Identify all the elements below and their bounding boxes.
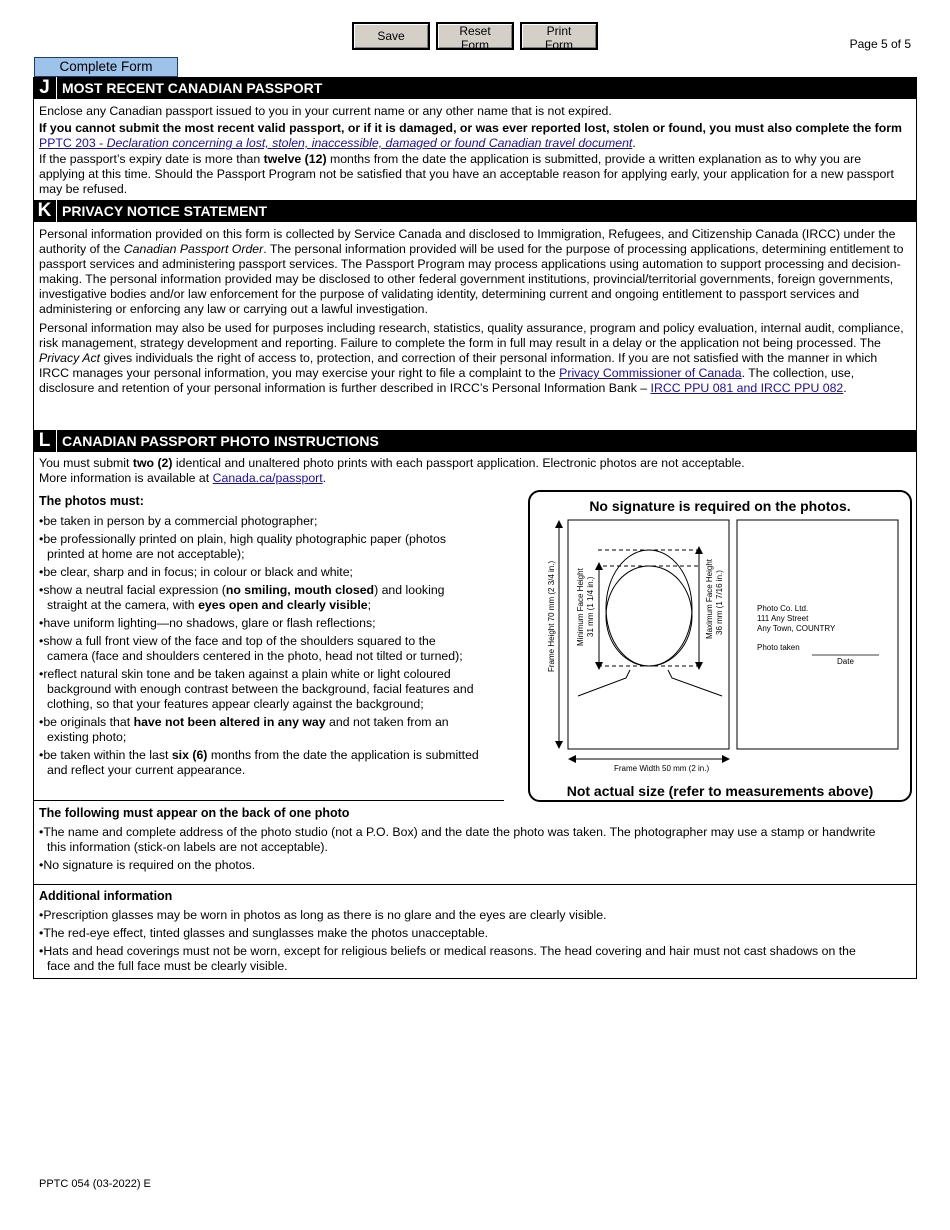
back-of-photo-heading: The following must appear on the back of one photo	[39, 806, 350, 820]
photo-taken-label: Photo taken	[757, 643, 800, 652]
photo-requirements-list	[39, 514, 479, 781]
reset-form-button[interactable]: Reset Form	[436, 22, 514, 50]
min-face-label-line2: 31 mm (1 1/4 in.)	[586, 576, 595, 637]
max-face-oval	[606, 550, 692, 666]
left-shoulder	[578, 670, 630, 696]
privacy-commissioner-link[interactable]: Privacy Commissioner of Canada	[559, 366, 742, 380]
max-face-label-line2: 36 mm (1 7/16 in.)	[715, 570, 724, 635]
list-item: • No signature is required on the photos.	[39, 858, 879, 873]
section-j-paragraph-2: If you cannot submit the most recent valid passport, or if it is damaged, or was ever reported lost, stolen or found, you must also complete the form PPTC 203 - Declaration concerning a lost, stolen, inaccessible, damaged or found Canadian travel document.	[39, 121, 902, 150]
section-title: CANADIAN PASSPORT PHOTO INSTRUCTIONS	[62, 433, 379, 449]
save-button[interactable]: Save	[352, 22, 430, 50]
diagram-bottom-title: Not actual size (refer to measurements above)	[566, 783, 874, 799]
additional-info-heading: Additional information	[39, 889, 173, 903]
divider	[34, 884, 916, 885]
page-number: Page 5 of 5	[849, 37, 911, 51]
min-face-label-line1: Minimum Face Height	[576, 568, 585, 646]
section-k-header	[33, 200, 917, 222]
section-j-paragraph-3: If the passport’s expiry date is more than twelve (12) months from the date the application is submitted, provide a written explanation as to why you are applying at this time. Should the Passport Program not be satisfied that you have an acceptable reason for applying early, your application for a new passport may be refused.	[39, 152, 894, 196]
date-label: Date	[837, 657, 854, 666]
list-item: • The red-eye effect, tinted glasses and sunglasses make the photos unacceptable.	[39, 926, 879, 941]
pptc-203-link[interactable]: PPTC 203 - Declaration concerning a lost, stolen, inaccessible, damaged or found Canadian travel document	[39, 136, 633, 150]
section-k-paragraph-1: Personal information provided on this form is collected by Service Canada and disclosed to Immigration, Refugees, and Citizenship Canada (IRCC) under the authority of the Canadian Passport Order. The personal information provided will be used for the purpose of processing applications, determining entitlement to passport services and administering passport services. The Passport Program may process applications using automation to support processing and decision-making. The personal information provided may be disclosed to other federal government institutions, provincial/territorial governments, foreign governments, investigative bodies and/or law enforcement for the purpose of validating identity, determining current and ongoing entitlement to passport services and administering or enforcing any law or carrying out a lawful investigation.	[39, 227, 904, 316]
list-item: • be originals that have not been altered in any way and not taken from an existing photo;	[39, 715, 479, 745]
list-item: • have uniform lighting—no shadows, glare or flash reflections;	[39, 616, 479, 631]
section-title: MOST RECENT CANADIAN PASSPORT	[62, 80, 323, 96]
section-k-paragraph-2: Personal information may also be used for purposes including research, statistics, quality assurance, program and policy evaluation, internal audit, compliance, risk management, strategy development and reporting. Failure to complete the form in full may result in a delay or the application not being processed. The Privacy Act gives individuals the right of access to, protection, and correction of their personal information. If you are not satisfied with the manner in which IRCC manages your personal information, you may exercise your right to file a complaint to the Privacy Commissioner of Canada. The collection, use, disclosure and retention of your personal information is further described in IRCC’s Personal Information Bank – IRCC PPU 081 and IRCC PPU 082.	[39, 321, 904, 395]
studio-street: 111 Any Street	[757, 614, 809, 623]
list-item: • be clear, sharp and in focus; in colour or black and white;	[39, 565, 479, 580]
complete-form-tab[interactable]: Complete Form	[34, 57, 178, 77]
right-shoulder	[668, 670, 722, 696]
frame-height-label: Frame Height 70 mm (2 3/4 in.)	[547, 560, 556, 672]
diagram-top-title: No signature is required on the photos.	[589, 498, 851, 514]
list-item: • The name and complete address of the photo studio (not a P.O. Box) and the date the photo was taken. The photographer may use a stamp or handwrite this information (stick-on labels are not acceptable).	[39, 825, 879, 855]
section-l-intro: You must submit two (2) identical and unaltered photo prints with each passport application. Electronic photos are not acceptable. More information is available at Canada.ca/passport.	[39, 456, 745, 485]
form-code-footer: PPTC 054 (03-2022) E	[39, 1178, 151, 1190]
section-j-paragraph-1: Enclose any Canadian passport issued to you in your current name or any other name that is not expired.	[39, 104, 612, 118]
list-item: • be professionally printed on plain, high quality photographic paper (photos printed at home are not acceptable);	[39, 532, 479, 562]
list-item: • Hats and head coverings must not be worn, except for religious beliefs or medical reasons. The head covering and hair must not cast shadows on the face and the full face must be clearly visible.	[39, 944, 879, 974]
photos-must-heading: The photos must:	[39, 494, 144, 508]
list-item: • Prescription glasses may be worn in photos as long as there is no glare and the eyes are clearly visible.	[39, 908, 879, 923]
section-letter: J	[33, 77, 57, 99]
back-of-photo-list	[39, 825, 879, 876]
section-letter: L	[33, 430, 57, 452]
divider	[34, 800, 504, 801]
photo-dimensions-graphic	[530, 516, 910, 786]
studio-city: Any Town, COUNTRY	[757, 624, 836, 633]
print-form-button[interactable]: Print Form	[520, 22, 598, 50]
studio-name: Photo Co. Ltd.	[757, 604, 809, 613]
canada-passport-link[interactable]: Canada.ca/passport	[212, 471, 323, 485]
photo-specification-diagram	[528, 490, 912, 802]
max-face-label-line1: Maximum Face Height	[705, 558, 714, 639]
list-item: • be taken within the last six (6) months from the date the application is submitted and reflect your current appearance.	[39, 748, 479, 778]
form-toolbar	[352, 22, 598, 50]
section-j-header	[33, 77, 917, 99]
ircc-ppu-link[interactable]: IRCC PPU 081 and IRCC PPU 082	[650, 381, 844, 395]
additional-info-list	[39, 908, 879, 977]
list-item: • show a full front view of the face and top of the shoulders squared to the camera (face and shoulders centered in the photo, head not tilted or turned);	[39, 634, 479, 664]
frame-width-label: Frame Width 50 mm (2 in.)	[614, 764, 710, 773]
list-item: • be taken in person by a commercial photographer;	[39, 514, 479, 529]
section-title: PRIVACY NOTICE STATEMENT	[62, 203, 268, 219]
list-item: • show a neutral facial expression (no smiling, mouth closed) and looking straight at the camera, with eyes open and clearly visible;	[39, 583, 479, 613]
photo-back	[737, 520, 898, 749]
section-letter: K	[33, 200, 57, 222]
min-face-oval	[606, 566, 692, 666]
section-l-header	[33, 430, 917, 452]
list-item: • reflect natural skin tone and be taken against a plain white or light coloured background with enough contrast between the background, facial features and clothing, so that your features appear clearly against the background;	[39, 667, 479, 712]
